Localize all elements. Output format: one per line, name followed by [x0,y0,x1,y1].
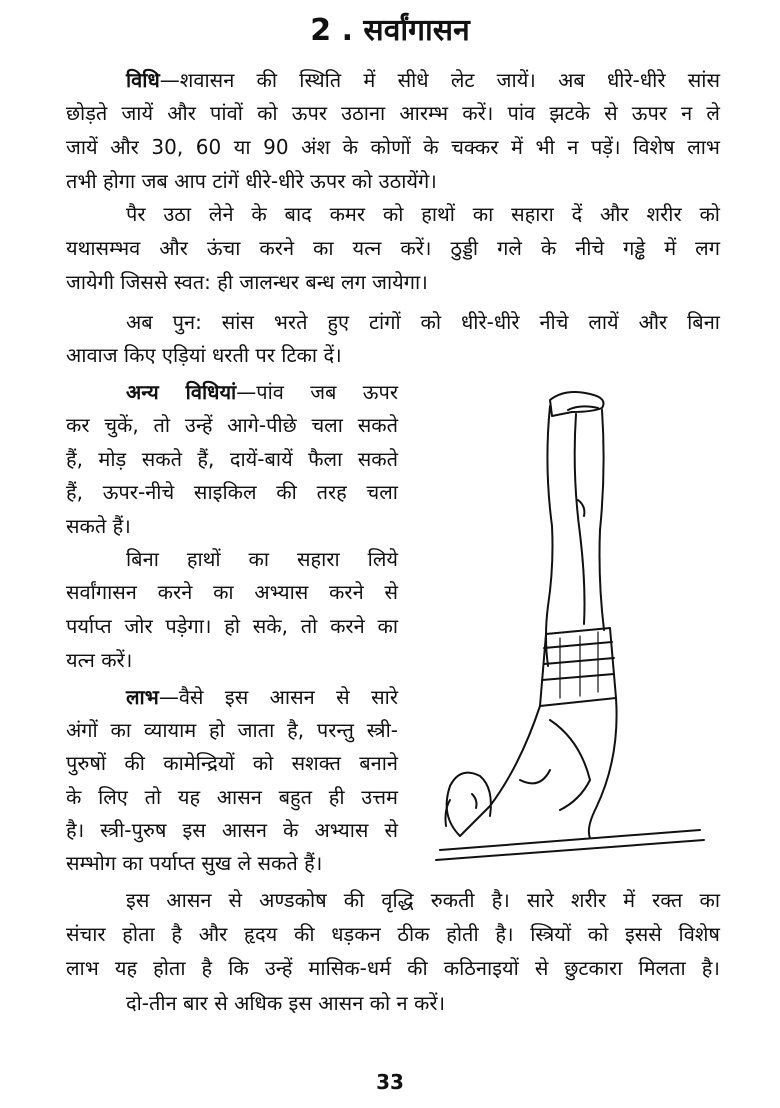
line-text: —शवासन की स्थिति में सीधे लेट जायें। अब धीरे-धीरे सांस [159,68,720,92]
page-title: 2 . सर्वांगासन [310,13,470,48]
text-line [66,376,398,408]
text-line: जायें और 30, 60 या 90 अंश के कोणों के चक्कर में भी न पड़ें। विशेष लाभ [66,135,720,159]
text-line: बिना हाथों का सहारा लिये [126,547,398,571]
text-line: जायेगी जिससे स्वत: ही जालन्धर बन्ध लग जायेगा। [66,270,428,294]
text-line: सर्वांगासन करने का अभ्यास करने से [66,580,398,604]
text-line: इस आसन से अण्डकोष की वृद्धि रुकती है। सारे शरीर में रक्त का [126,888,720,912]
sarvangasana-illustration [400,380,720,870]
legs-drawing [546,406,604,666]
text-line: अंगों का व्यायाम हो जाता है, परन्तु स्त्री- [66,718,398,742]
text-line: पैर उठा लेने के बाद कमर को हाथों का सहारा दें और शरीर को [126,202,720,226]
text-line: लाभ यह होता है कि उन्हें मासिक-धर्म की कठिनाइयों से छुटकारा मिलता है। [66,956,720,980]
page-number: 33 [376,1070,404,1094]
shorts-drawing [540,628,616,706]
section-heading-anya-vidhiyan: अन्य विधियां [126,380,237,404]
text-line: के लिए तो यह आसन बहुत ही उत्तम [66,785,398,809]
text-line: तभी होगा जब आप टांगें धीरे-धीरे ऊपर को उठायेंगे। [66,169,437,193]
section-heading-vidhi: विधि [126,68,160,92]
torso-drawing [460,698,617,838]
text-line: छोड़ते जायें और पांवों को ऊपर उठाना आरम्भ करें। पांव झटके से ऊपर न ले [66,101,720,125]
text-line: सम्भोग का पर्याप्त सुख ले सकते हैं। [66,851,323,875]
text-line [66,681,398,713]
text-line: दो-तीन बार से अधिक इस आसन को न करें। [126,991,446,1015]
text-line: हैं, ऊपर-नीचे साइकिल की तरह चला [66,480,398,504]
text-line: है। स्त्री-पुरुष इस आसन के अभ्यास से [66,818,398,842]
text-line: आवाज किए एड़ियां धरती पर टिका दें। [66,343,342,367]
section-heading-labh: लाभ [126,685,159,709]
text-line: पुरुषों की कामेन्द्रियों को सशक्त बनाने [66,751,398,775]
text-line: हैं, मोड़ सकते हैं, दायें-बायें फैला सकते [66,447,398,471]
text-line: यत्न करें। [66,648,133,672]
feet-drawing [550,392,604,416]
text-line: संचार होता है और हृदय की धड़कन ठीक होती है। स्त्रियों को इससे विशेष [66,922,720,946]
text-line: पर्याप्त जोर पड़ेगा। हो सके, तो करने का [66,614,398,638]
text-line: अब पुन: सांस भरते हुए टांगों को धीरे-धीरे नीचे लायें और बिना [126,310,720,334]
text-line: यथासम्भव और ऊंचा करने का यत्न करें। ठुड्डी गले के नीचे गड्ढे में लग [66,236,720,260]
text-line: सकते हैं। [66,514,131,538]
text-line [66,64,720,96]
line-text: —वैसे इस आसन से सारे [158,685,398,709]
floor-line [436,830,704,860]
text-line: कर चुकें, तो उन्हें आगे-पीछे चला सकते [66,413,398,437]
line-text: —पांव जब ऊपर [236,380,398,404]
